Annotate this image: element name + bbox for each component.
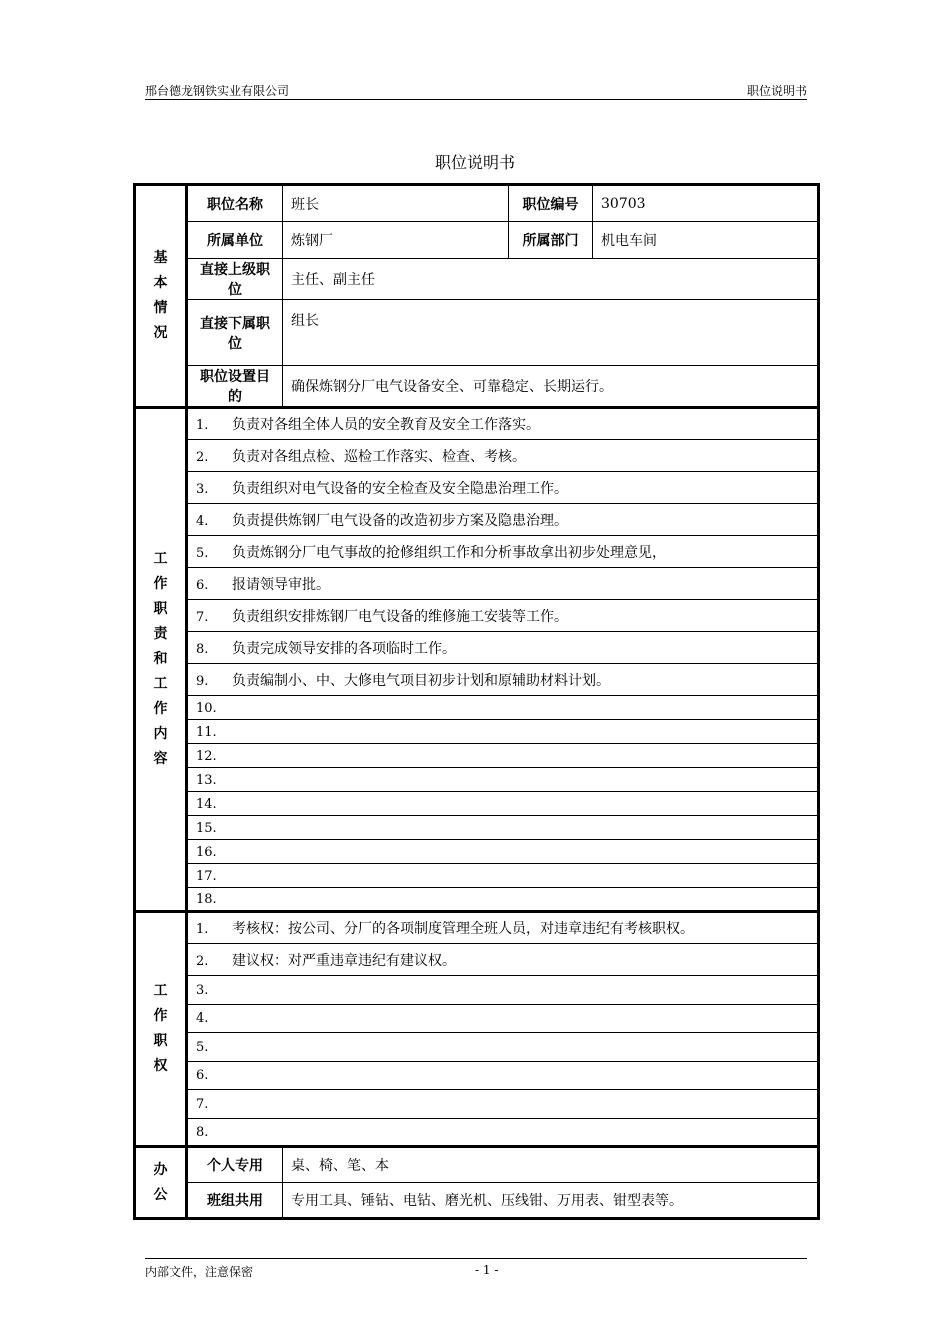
item-number: 5. bbox=[196, 545, 209, 561]
basic-row bbox=[135, 259, 819, 300]
duty-row-content bbox=[187, 696, 819, 720]
duty-row-content bbox=[187, 472, 819, 504]
item-number: 12. bbox=[196, 748, 217, 764]
basic-row bbox=[135, 185, 819, 222]
item-number: 11. bbox=[196, 724, 217, 740]
item-text: 负责炼钢分厂电气事故的抢修组织工作和分析事故拿出初步处理意见， bbox=[232, 544, 666, 561]
duty-row-content bbox=[187, 840, 819, 864]
position-no-label: 职位编号 bbox=[509, 185, 593, 222]
item-number: 7. bbox=[196, 1096, 209, 1112]
duty-row-content bbox=[187, 720, 819, 744]
authority-side-label: 工 作 职 权 bbox=[135, 912, 187, 1147]
item-number: 6. bbox=[196, 577, 209, 593]
duty-row-content bbox=[187, 888, 819, 912]
authority-row-content bbox=[187, 1118, 819, 1147]
duty-row bbox=[135, 888, 819, 912]
item-text: 报请领导审批。 bbox=[232, 576, 330, 593]
duty-row bbox=[135, 768, 819, 792]
authority-row bbox=[135, 1090, 819, 1119]
authority-row bbox=[135, 1061, 819, 1090]
office-side-label: 办 公 bbox=[135, 1147, 187, 1219]
duty-row bbox=[135, 664, 819, 696]
unit-label: 所属单位 bbox=[187, 222, 283, 259]
authority-row bbox=[135, 912, 819, 944]
duty-row-content bbox=[187, 792, 819, 816]
duty-row bbox=[135, 504, 819, 536]
authority-row-content bbox=[187, 1061, 819, 1090]
unit-value: 炼钢厂 bbox=[283, 222, 509, 259]
basic-row bbox=[135, 222, 819, 259]
authority-row-content bbox=[187, 1033, 819, 1062]
item-number: 13. bbox=[196, 772, 217, 788]
duty-row-content bbox=[187, 568, 819, 600]
item-number: 10. bbox=[196, 700, 217, 716]
subordinate-value: 组长 bbox=[283, 300, 819, 366]
team-label: 班组共用 bbox=[187, 1183, 283, 1219]
duty-row bbox=[135, 632, 819, 664]
item-number: 2. bbox=[196, 953, 209, 969]
item-text: 负责编制小、中、大修电气项目初步计划和原辅助材料计划。 bbox=[232, 672, 610, 689]
duty-row bbox=[135, 696, 819, 720]
item-number: 17. bbox=[196, 868, 217, 884]
authority-row-content bbox=[187, 944, 819, 976]
duty-row bbox=[135, 536, 819, 568]
item-number: 1. bbox=[196, 418, 209, 433]
item-number: 18. bbox=[196, 892, 217, 907]
item-text: 负责组织安排炼钢厂电气设备的维修施工安装等工作。 bbox=[232, 608, 568, 625]
item-number: 3. bbox=[196, 982, 209, 998]
authority-row-content bbox=[187, 1090, 819, 1119]
authority-row bbox=[135, 976, 819, 1005]
item-number: 7. bbox=[196, 609, 209, 625]
authority-row bbox=[135, 1033, 819, 1062]
superior-label: 直接上级职位 bbox=[187, 259, 283, 300]
item-number: 4. bbox=[196, 1011, 209, 1027]
duty-row-content bbox=[187, 744, 819, 768]
item-number: 5. bbox=[196, 1039, 209, 1055]
duty-row bbox=[135, 568, 819, 600]
duty-row-content bbox=[187, 816, 819, 840]
authority-row bbox=[135, 1004, 819, 1033]
dept-value: 机电车间 bbox=[593, 222, 819, 259]
duty-row-content bbox=[187, 664, 819, 696]
duty-row bbox=[135, 792, 819, 816]
item-text: 负责提供炼钢厂电气设备的改造初步方案及隐患治理。 bbox=[232, 512, 568, 529]
duty-row-content bbox=[187, 504, 819, 536]
duty-row bbox=[135, 816, 819, 840]
duty-row-content bbox=[187, 440, 819, 472]
item-number: 6. bbox=[196, 1068, 209, 1084]
duty-row bbox=[135, 440, 819, 472]
page-number: - 1 - bbox=[475, 1263, 499, 1277]
duty-row-content bbox=[187, 632, 819, 664]
duty-row bbox=[135, 408, 819, 440]
subordinate-label: 直接下属职位 bbox=[187, 300, 283, 366]
item-text: 负责组织对电气设备的安全检查及安全隐患治理工作。 bbox=[232, 480, 568, 497]
duty-row bbox=[135, 600, 819, 632]
team-value: 专用工具、锤钻、电钻、磨光机、压线钳、万用表、钳型表等。 bbox=[283, 1183, 819, 1219]
duty-row-content bbox=[187, 536, 819, 568]
item-number: 8. bbox=[196, 641, 209, 657]
item-text: 负责对各组点检、巡检工作落实、检查、考核。 bbox=[232, 448, 526, 465]
item-number: 4. bbox=[196, 513, 209, 529]
personal-value: 桌、椅、笔、本 bbox=[283, 1147, 819, 1183]
item-text: 考核权：按公司、分厂的各项制度管理全班人员，对违章违纪有考核职权。 bbox=[232, 921, 694, 937]
item-number: 3. bbox=[196, 481, 209, 497]
page-header bbox=[145, 83, 807, 100]
purpose-label: 职位设置目的 bbox=[187, 366, 283, 408]
duty-row-content bbox=[187, 408, 819, 440]
duty-row bbox=[135, 840, 819, 864]
dept-label: 所属部门 bbox=[509, 222, 593, 259]
authority-row-content bbox=[187, 912, 819, 944]
item-text: 负责完成领导安排的各项临时工作。 bbox=[232, 640, 456, 657]
company-name: 邢台德龙钢铁实业有限公司 bbox=[145, 84, 290, 98]
page-title: 职位说明书 bbox=[434, 153, 515, 172]
authority-row-content bbox=[187, 976, 819, 1005]
doc-type: 职位说明书 bbox=[746, 84, 807, 98]
item-number: 2. bbox=[196, 449, 209, 465]
superior-value: 主任、副主任 bbox=[283, 259, 819, 300]
office-row bbox=[135, 1147, 819, 1183]
position-name-value: 班长 bbox=[283, 185, 509, 222]
duty-row-content bbox=[187, 864, 819, 888]
item-number: 9. bbox=[196, 673, 209, 689]
authority-row-content bbox=[187, 1004, 819, 1033]
item-text: 负责对各组全体人员的安全教育及安全工作落实。 bbox=[232, 417, 540, 433]
item-text: 建议权：对严重违章违纪有建议权。 bbox=[232, 952, 456, 969]
confidential-note: 内部文件，注意保密 bbox=[145, 1265, 254, 1279]
duty-row bbox=[135, 864, 819, 888]
duty-row bbox=[135, 720, 819, 744]
duties-side-label: 工 作 职 责 和 工 作 内 容 bbox=[135, 408, 187, 912]
authority-row bbox=[135, 944, 819, 976]
item-number: 14. bbox=[196, 796, 217, 812]
item-number: 8. bbox=[196, 1124, 209, 1140]
item-number: 15. bbox=[196, 820, 217, 836]
authority-row bbox=[135, 1118, 819, 1147]
basic-side-label: 基 本 情 况 bbox=[135, 185, 187, 408]
basic-row bbox=[135, 300, 819, 366]
page-footer bbox=[145, 1258, 807, 1280]
item-number: 16. bbox=[196, 844, 217, 860]
personal-label: 个人专用 bbox=[187, 1147, 283, 1183]
purpose-value: 确保炼钢分厂电气设备安全、可靠稳定、长期运行。 bbox=[283, 366, 819, 408]
duty-row bbox=[135, 744, 819, 768]
office-row bbox=[135, 1183, 819, 1219]
position-name-label: 职位名称 bbox=[187, 185, 283, 222]
item-number: 1. bbox=[196, 922, 209, 937]
position-no-value: 30703 bbox=[593, 185, 819, 222]
duty-row bbox=[135, 472, 819, 504]
duty-row-content bbox=[187, 768, 819, 792]
basic-row bbox=[135, 366, 819, 408]
duty-row-content bbox=[187, 600, 819, 632]
job-description-table bbox=[133, 183, 820, 1220]
